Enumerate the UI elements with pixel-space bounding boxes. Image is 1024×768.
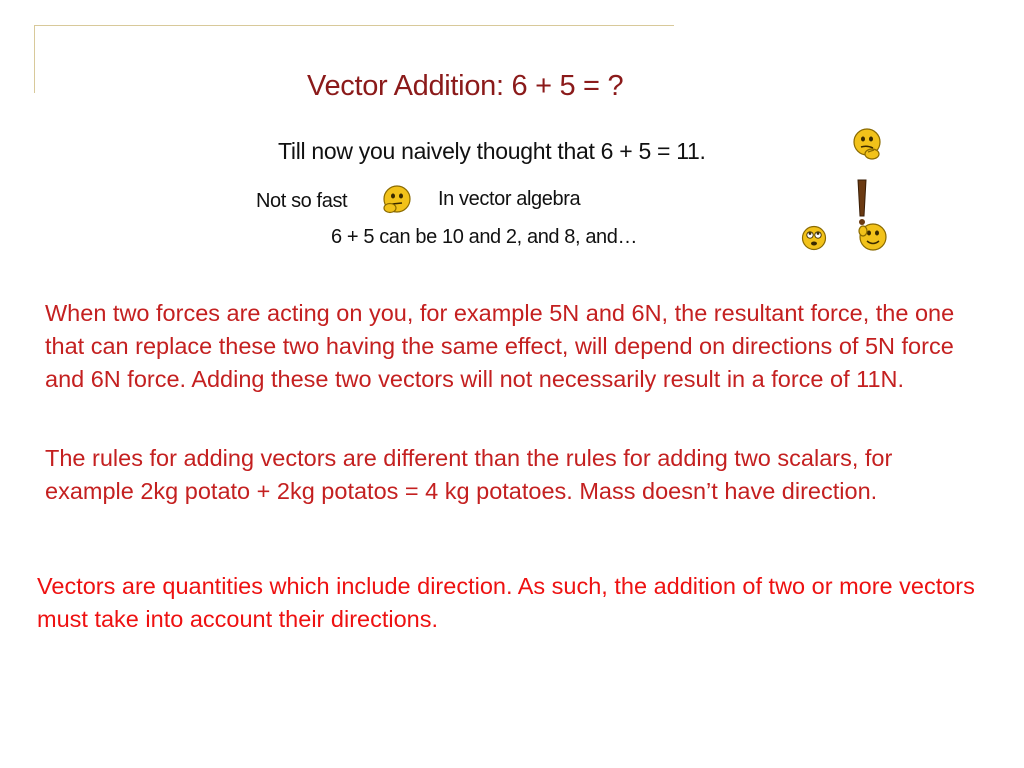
slide-title: Vector Addition: 6 + 5 = ?	[307, 70, 624, 102]
paragraph-scalars: The rules for adding vectors are different than the rules for adding two scalars, for example 2kg potato + 2kg potatos = 4 kg potatoes. Mass doesn’t have direction.	[45, 445, 893, 504]
exclamation-smiley-icon	[852, 176, 890, 254]
in-vector-algebra-text: In vector algebra	[438, 188, 581, 210]
paragraph-vectors-definition: Vectors are quantities which include direction. As such, the addition of two or more vectors must take into account their directions.	[37, 573, 975, 632]
frame-line-top	[34, 25, 674, 26]
tagline: Till now you naively thought that 6 + 5 = 11.	[278, 138, 706, 164]
not-so-fast-text: Not so fast	[256, 190, 348, 212]
rolling-eyes-smiley-icon	[800, 224, 828, 252]
vector-sum-line: 6 + 5 can be 10 and 2, and 8, and…	[331, 226, 638, 248]
paragraph-forces: When two forces are acting on you, for example 5N and 6N, the resultant force, the one that can replace these two having the same effect, will depend on directions of 5N force and 6N force. Adding these two vectors will not necessarily result in a force of 11N.	[45, 300, 955, 392]
pondering-smiley-icon	[380, 183, 414, 217]
thinking-smiley-icon	[850, 126, 884, 162]
frame-line-left	[34, 25, 35, 93]
